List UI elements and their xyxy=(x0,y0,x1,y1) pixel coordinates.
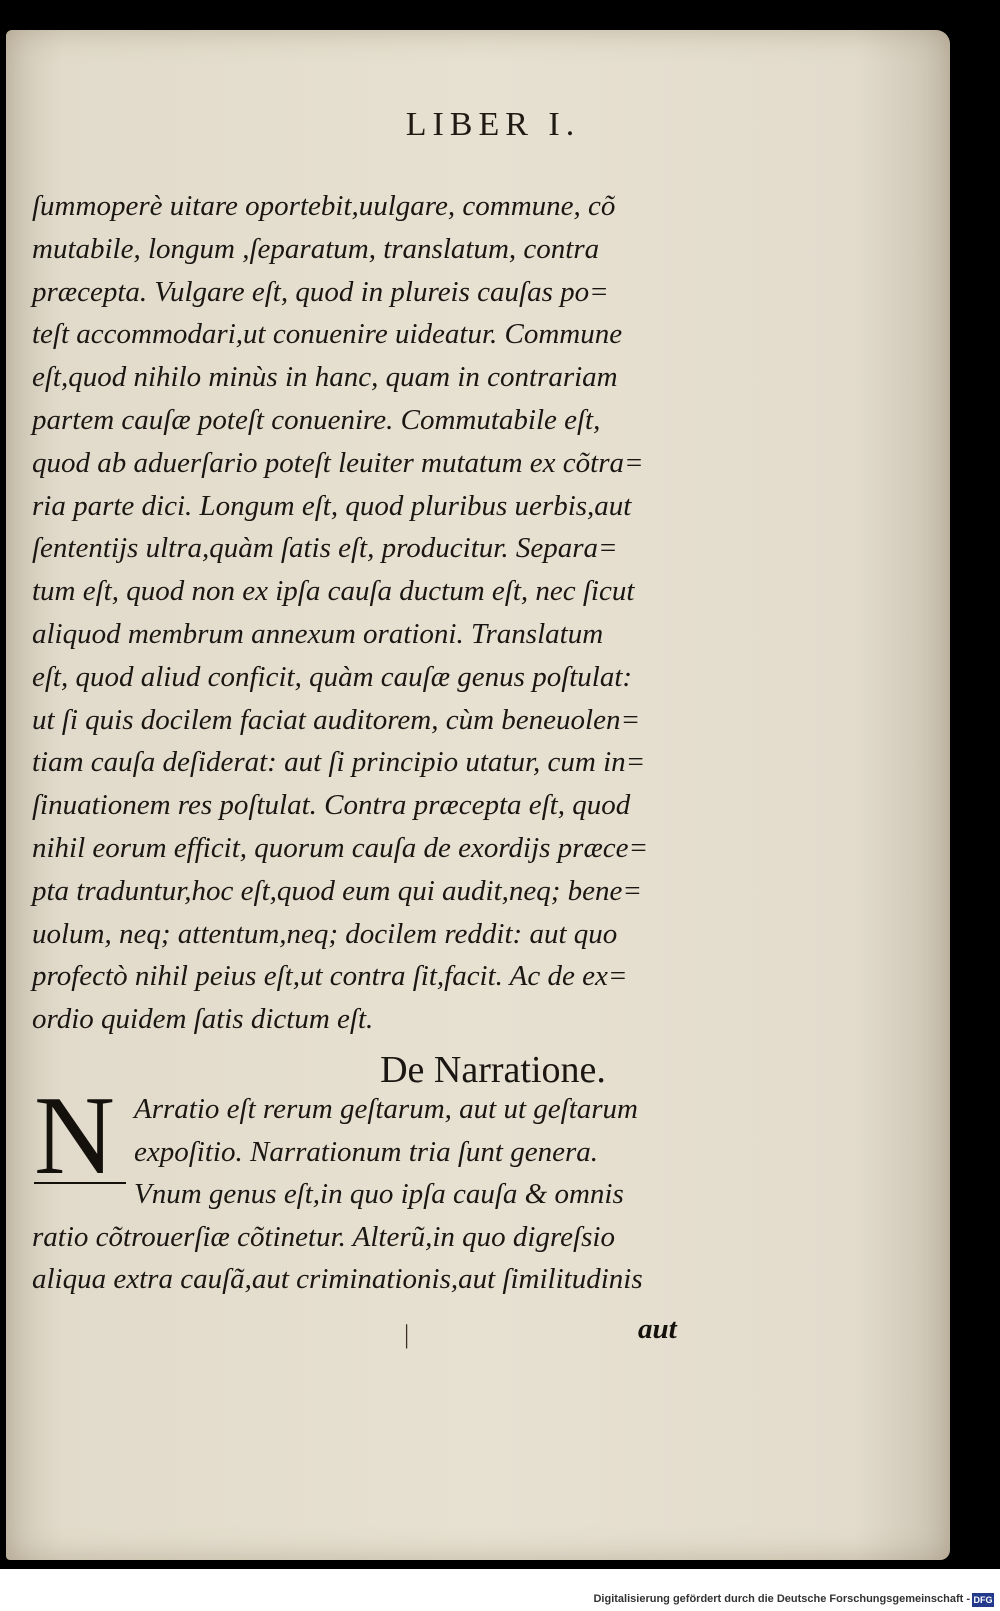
text-line: quod ab aduerſario poteſt leuiter mutatum ex cõtra= xyxy=(32,446,644,479)
text-line: ſummoperè uitare oportebit,uulgare, commune, cõ xyxy=(32,190,616,222)
drop-cap-initial: N xyxy=(34,1090,126,1184)
text-line: ut ſi quis docilem faciat auditorem, cùm beneuolen= xyxy=(32,703,641,736)
body-text xyxy=(32,185,692,1041)
text-line: eſt, quod aliud conficit, quàm cauſæ genus poſtulat: xyxy=(32,660,633,693)
text-line: Arratio eſt rerum geſtarum, aut ut geſtarum xyxy=(134,1093,638,1125)
text-line: aliqua extra cauſã,aut criminationis,aut ſimilitudinis xyxy=(32,1263,643,1295)
text-line: Vnum genus eſt,in quo ipſa cauſa & omnis xyxy=(134,1178,624,1210)
text-line: pta traduntur,hoc eſt,quod eum qui audit,neq; bene= xyxy=(32,874,642,907)
text-line: præcepta. Vulgare eſt, quod in plureis cauſas po= xyxy=(32,275,609,308)
narration-text xyxy=(32,1088,692,1301)
text-line: nihil eorum efficit, quorum cauſa de exordijs præce= xyxy=(32,831,649,864)
text-line: tiam cauſa deſiderat: aut ſi principio utatur, cum in= xyxy=(32,746,646,779)
text-line: tum eſt, quod non ex ipſa cauſa ductum eſt, nec ſicut xyxy=(32,575,635,608)
text-line: expoſitio. Narrationum tria ſunt genera. xyxy=(134,1135,598,1168)
text-line: ſententijs ultra,quàm ſatis eſt, producitur. Separa= xyxy=(32,532,618,565)
text-line: profectò nihil peius eſt,ut contra ſit,facit. Ac de ex= xyxy=(32,960,628,993)
text-line: ria parte dici. Longum eſt, quod pluribus uerbis,aut xyxy=(32,489,632,522)
funding-credit: Digitalisierung gefördert durch die Deutsche Forschungsgemeinschaft - xyxy=(593,1593,970,1605)
signature-mark: | xyxy=(404,1320,410,1349)
text-line: partem cauſæ poteſt conuenire. Commutabile eſt, xyxy=(32,403,601,436)
text-line: mutabile, longum ,ſeparatum, translatum, contra xyxy=(32,232,600,265)
book-page xyxy=(6,30,950,1560)
running-title: LIBER I. xyxy=(405,106,581,143)
text-line: teſt accommodari,ut conuenire uideatur. Commune xyxy=(32,318,623,351)
text-line: ratio cõtrouerſiæ cõtinetur. Alterũ,in quo digreſsio xyxy=(32,1220,615,1253)
text-line: aliquod membrum annexum orationi. Translatum xyxy=(32,617,604,650)
footer-bar xyxy=(0,1569,1000,1611)
text-line: uolum, neq; attentum,neq; docilem reddit: aut quo xyxy=(32,917,618,950)
catchword: aut xyxy=(638,1313,677,1345)
section-heading: De Narratione. xyxy=(380,1049,606,1091)
text-line: ordio quidem ſatis dictum eſt. xyxy=(32,1003,374,1036)
text-line: ſinuationem res poſtulat. Contra præcepta eſt, quod xyxy=(32,789,631,822)
dfg-logo: DFG xyxy=(973,1595,993,1605)
text-line: eſt,quod nihilo minùs in hanc, quam in contrariam xyxy=(32,361,618,394)
